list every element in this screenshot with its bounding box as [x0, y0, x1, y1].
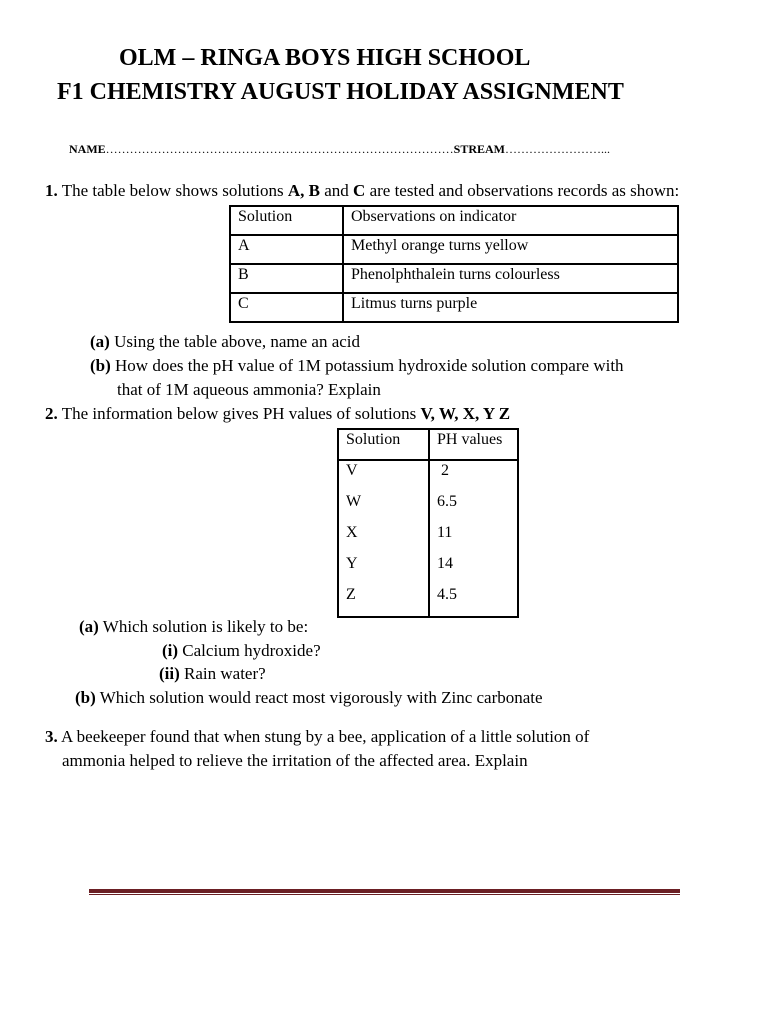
table-row [338, 523, 518, 554]
table-row [338, 554, 518, 585]
name-label: NAME [69, 142, 106, 156]
table-row [338, 492, 518, 523]
ph-values-table [337, 428, 519, 618]
table-cell: Z [346, 586, 356, 603]
part-label: (b) [90, 356, 111, 375]
part-label: (b) [75, 688, 96, 707]
column-header: Solution [338, 429, 429, 460]
table-cell: V [346, 462, 358, 479]
part-label: (a) [90, 332, 110, 351]
part-text: How does the pH value of 1M potassium hydroxide solution compare with [110, 356, 624, 375]
table-row [230, 235, 678, 264]
subpart-text: Rain water? [179, 664, 266, 683]
q2-part-a-i [162, 641, 321, 661]
q2-part-b [75, 688, 543, 708]
table-row [230, 293, 678, 322]
table-cell: W [346, 493, 362, 510]
q2-part-a [79, 617, 308, 637]
q2-part-a-ii [159, 664, 266, 684]
indicator-table [229, 205, 679, 323]
table-cell: 4.5 [429, 585, 518, 617]
question-number: 1. [45, 181, 58, 200]
table-cell: X [346, 524, 358, 541]
q1-bold-ab: A, B [287, 181, 320, 200]
table-cell: C [230, 293, 343, 322]
q1-part-b-continued: that of 1M aqueous ammonia? Explain [117, 380, 381, 399]
part-text: Using the table above, name an acid [109, 332, 361, 351]
q2-bold-solutions: V, W, X, Y Z [420, 404, 511, 423]
name-stream-line [69, 142, 610, 157]
q1-text: The table below shows solutions [57, 181, 288, 200]
question-number: 3. [45, 727, 58, 746]
subpart-label: (i) [162, 641, 179, 660]
question-3-continued: ammonia helped to relieve the irritation of the affected area. Explain [62, 751, 528, 770]
footer-rule-thin [89, 894, 680, 895]
stream-label: STREAM [453, 142, 506, 156]
assignment-title: F1 CHEMISTRY AUGUST HOLIDAY ASSIGNMENT [57, 79, 624, 105]
q1-text: and [320, 181, 354, 200]
column-header: Observations on indicator [343, 206, 678, 235]
part-text: Which solution would react most vigorously with Zinc carbonate [95, 688, 543, 707]
question-number: 2. [45, 404, 58, 423]
table-cell: A [230, 235, 343, 264]
table-cell: 11 [429, 523, 518, 554]
footer-rule [89, 889, 680, 893]
table-cell: Phenolphthalein turns colourless [343, 264, 678, 293]
q1-part-b [90, 356, 624, 376]
school-title: OLM – RINGA BOYS HIGH SCHOOL [119, 45, 531, 71]
table-row [338, 460, 518, 492]
table-header-row [230, 206, 678, 235]
table-row [230, 264, 678, 293]
table-row [338, 585, 518, 617]
name-blank: …………………………………………………………………………… [105, 142, 454, 156]
table-header-row [338, 429, 518, 460]
part-label: (a) [79, 617, 99, 636]
table-cell: 14 [429, 554, 518, 585]
q1-part-a [90, 332, 360, 352]
question-3-stem [45, 727, 589, 747]
subpart-text: Calcium hydroxide? [178, 641, 321, 660]
table-cell: B [230, 264, 343, 293]
table-cell: 2 [429, 460, 518, 492]
question-2-stem [45, 404, 510, 424]
table-cell: Litmus turns purple [343, 293, 678, 322]
part-text: Which solution is likely to be: [98, 617, 309, 636]
table-cell: Y [346, 555, 358, 572]
q3-text: A beekeeper found that when stung by a bee, application of a little solution of [57, 727, 590, 746]
q1-text: are tested and observations records as shown: [365, 181, 680, 200]
q2-text: The information below gives PH values of solutions [57, 404, 421, 423]
stream-blank: ……………………... [505, 142, 611, 156]
q1-bold-c: C [353, 181, 366, 200]
question-1-stem [45, 181, 679, 201]
column-header: Solution [230, 206, 343, 235]
column-header: PH values [429, 429, 518, 460]
table-cell: 6.5 [429, 492, 518, 523]
subpart-label: (ii) [159, 664, 180, 683]
table-cell: Methyl orange turns yellow [343, 235, 678, 264]
